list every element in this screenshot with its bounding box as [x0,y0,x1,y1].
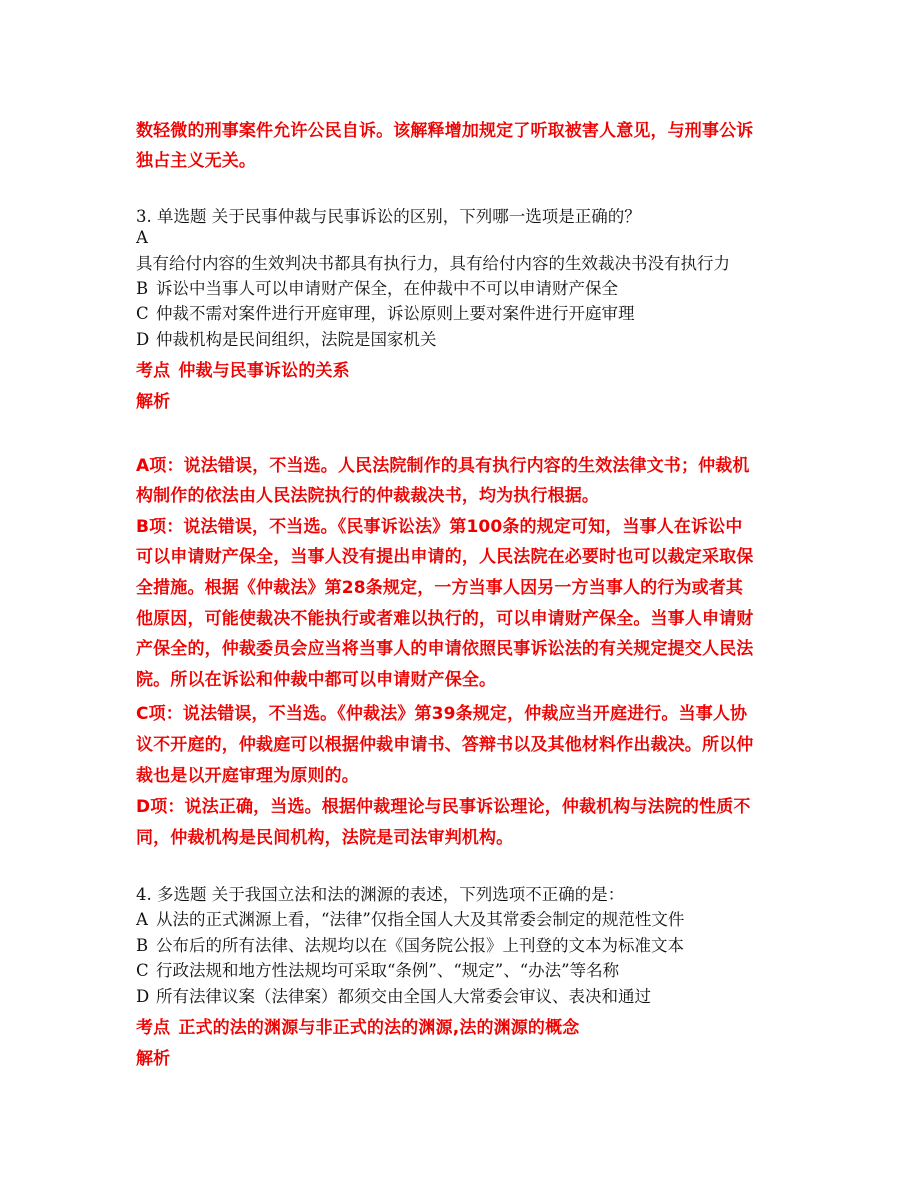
q3-analysis-line: 产保全的，仲裁委员会应当将当事人的申请依照民事诉讼法的有关规定提交人民法 [136,639,754,659]
q4-option-a [136,906,684,930]
q3-option-d [136,326,437,350]
q3-option-d-text: 仲裁机构是民间组织，法院是国家机关 [156,330,437,349]
q3-kaodian [136,356,350,381]
q3-analysis-line: C项：说法错误，不当选。《仲裁法》第39条规定，仲裁应当开庭进行。当事人协 [136,704,748,724]
q4-kaodian [136,1013,579,1038]
q3-analysis-line: 构制作的依法由人民法院执行的仲裁裁决书，均为执行根据。 [136,486,600,506]
q3-analysis-line: 全措施。根据《仲裁法》第28条规定，一方当事人因另一方当事人的行为或者其 [136,578,744,598]
q3-option-d-label: D [136,330,150,349]
q3-option-b [136,275,618,299]
intro-line-1: 数轻微的刑事案件允许公民自诉。该解释增加规定了听取被害人意见，与刑事公诉 [136,121,754,141]
q3-kaodian-text: 仲裁与民事诉讼的关系 [178,361,350,381]
q3-header: 3. 单选题 关于民事仲裁与民事诉讼的区别，下列哪一选项是正确的？ [136,207,641,226]
q3-analysis-line: 可以申请财产保全，当事人没有提出申请的，人民法院在必要时也可以裁定采取保 [136,547,754,567]
q3-option-b-text: 诉讼中当事人可以申请财产保全，在仲裁中不可以申请财产保全 [156,279,618,298]
q4-option-c-label: C [136,961,149,980]
q4-option-d-label: D [136,987,150,1006]
q3-analysis-line: D项：说法正确，当选。根据仲裁理论与民事诉讼理论，仲裁机构与法院的性质不 [136,797,751,817]
q3-option-c-label: C [136,304,149,323]
q3-option-c [136,300,635,324]
q3-jiexi-label: 解析 [136,392,171,412]
q4-kaodian-label: 考点 [136,1018,171,1038]
q3-analysis-line: 院。所以在诉讼和仲裁中都可以申请财产保全。 [136,670,497,690]
q4-option-c-text: 行政法规和地方性法规均可采取“条例”、“规定”、“办法”等名称 [156,961,620,980]
q3-analysis-line: 裁也是以开庭审理为原则的。 [136,766,359,786]
q3-analysis-line: 议不开庭的，仲裁庭可以根据仲裁申请书、答辩书以及其他材料作出裁决。所以仲 [136,735,754,755]
q3-option-b-label: B [136,279,149,298]
q4-option-b-label: B [136,936,149,955]
q3-option-c-text: 仲裁不需对案件进行开庭审理，诉讼原则上要对案件进行开庭审理 [156,304,635,323]
q4-option-b-text: 公布后的所有法律、法规均以在《国务院公报》上刊登的文本为标准文本 [156,936,684,955]
q4-kaodian-text: 正式的法的渊源与非正式的法的渊源,法的渊源的概念 [178,1018,580,1038]
q3-analysis-line: B项：说法错误，不当选。《民事诉讼法》第100条的规定可知，当事人在诉讼中 [136,517,743,537]
q3-kaodian-label: 考点 [136,361,171,381]
q4-option-d [136,983,651,1007]
intro-line-2: 独占主义无关。 [136,151,257,171]
q4-option-b [136,932,684,956]
q3-option-a-text: 具有给付内容的生效判决书都具有执行力，具有给付内容的生效裁决书没有执行力 [136,254,730,273]
q4-option-a-label: A [136,910,148,929]
q4-option-a-text: 从法的正式渊源上看，“法律”仅指全国人大及其常委会制定的规范性文件 [156,910,685,929]
q3-analysis-line: 同，仲裁机构是民间机构，法院是司法审判机构。 [136,828,514,848]
q3-option-a-label: A [136,228,148,247]
q3-analysis-line: 他原因，可能使裁决不能执行或者难以执行的，可以申请财产保全。当事人申请财 [136,609,754,629]
q4-jiexi-label: 解析 [136,1049,171,1069]
q4-header: 4. 多选题 关于我国立法和法的渊源的表述，下列选项不正确的是： [136,885,625,904]
q4-option-d-text: 所有法律议案（法律案）都须交由全国人大常委会审议、表决和通过 [156,987,651,1006]
q3-analysis-line: A项：说法错误，不当选。人民法院制作的具有执行内容的生效法律文书；仲裁机 [136,456,750,476]
q4-option-c [136,957,619,981]
